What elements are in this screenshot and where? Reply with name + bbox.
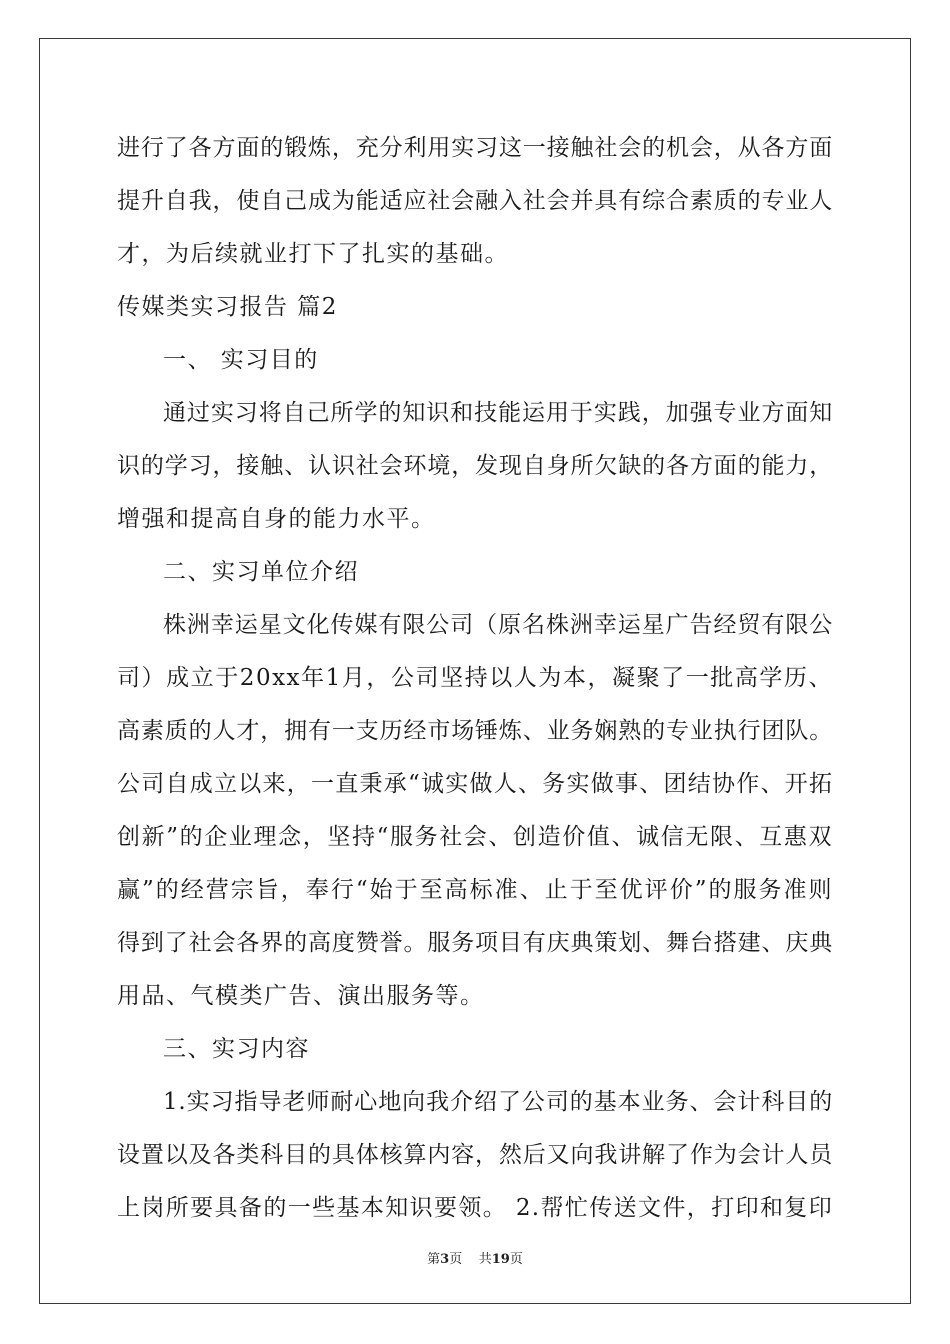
- total-pages-number: 19: [491, 1252, 510, 1267]
- text-line: 株洲幸运星文化传媒有限公司（原名株洲幸运星广告经贸有限公: [163, 612, 833, 638]
- text-line: 赢”的经营宗旨，奉行“始于至高标准、止于至优评价”的服务准则: [117, 877, 833, 903]
- text-line: 识的学习，接触、认识社会环境，发现自身所欠缺的各方面的能力，: [117, 453, 833, 479]
- document-body: [117, 122, 833, 1235]
- text-line: 司）成立于20xx年1月，公司坚持以人为本，凝聚了一批高学历、: [117, 665, 833, 691]
- current-page-number: 3: [440, 1252, 450, 1267]
- subheading: 二、实习单位介绍: [163, 559, 359, 585]
- total-label-prefix: 共: [478, 1252, 492, 1267]
- page-label-prefix: 第: [427, 1252, 441, 1267]
- page-footer: [0, 1248, 950, 1267]
- text-line: 高素质的人才，拥有一支历经市场锤炼、业务娴熟的专业执行团队。: [117, 718, 833, 744]
- subheading: 一、 实习目的: [163, 347, 319, 373]
- text-line: 上岗所要具备的一些基本知识要领。 2.帮忙传送文件，打印和复印: [117, 1195, 833, 1221]
- text-line: 用品、气模类广告、演出服务等。: [117, 983, 485, 1009]
- text-line: 设置以及各类科目的具体核算内容，然后又向我讲解了作为会计人员: [117, 1142, 833, 1168]
- page-label-suffix: 页: [449, 1252, 463, 1267]
- text-line: 公司自成立以来，一直秉承“诚实做人、务实做事、团结协作、开拓: [117, 771, 834, 797]
- text-line: 增强和提高自身的能力水平。: [117, 506, 436, 532]
- section-title: 传媒类实习报告 篇2: [117, 294, 338, 320]
- text-line: 创新”的企业理念，坚持“服务社会、创造价值、诚信无限、互惠双: [117, 824, 833, 850]
- text-line: 1.实习指导老师耐心地向我介绍了公司的基本业务、会计科目的: [163, 1089, 833, 1115]
- subheading: 三、实习内容: [163, 1036, 310, 1062]
- text-line: 通过实习将自己所学的知识和技能运用于实践，加强专业方面知: [163, 400, 833, 426]
- text-line: 才，为后续就业打下了扎实的基础。: [117, 241, 509, 267]
- text-line: 得到了社会各界的高度赞誉。服务项目有庆典策划、舞台搭建、庆典: [117, 930, 833, 956]
- text-line: 进行了各方面的锻炼，充分利用实习这一接触社会的机会，从各方面: [117, 135, 833, 161]
- total-label-suffix: 页: [509, 1252, 523, 1267]
- text-line: 提升自我，使自己成为能适应社会融入社会并具有综合素质的专业人: [117, 188, 833, 214]
